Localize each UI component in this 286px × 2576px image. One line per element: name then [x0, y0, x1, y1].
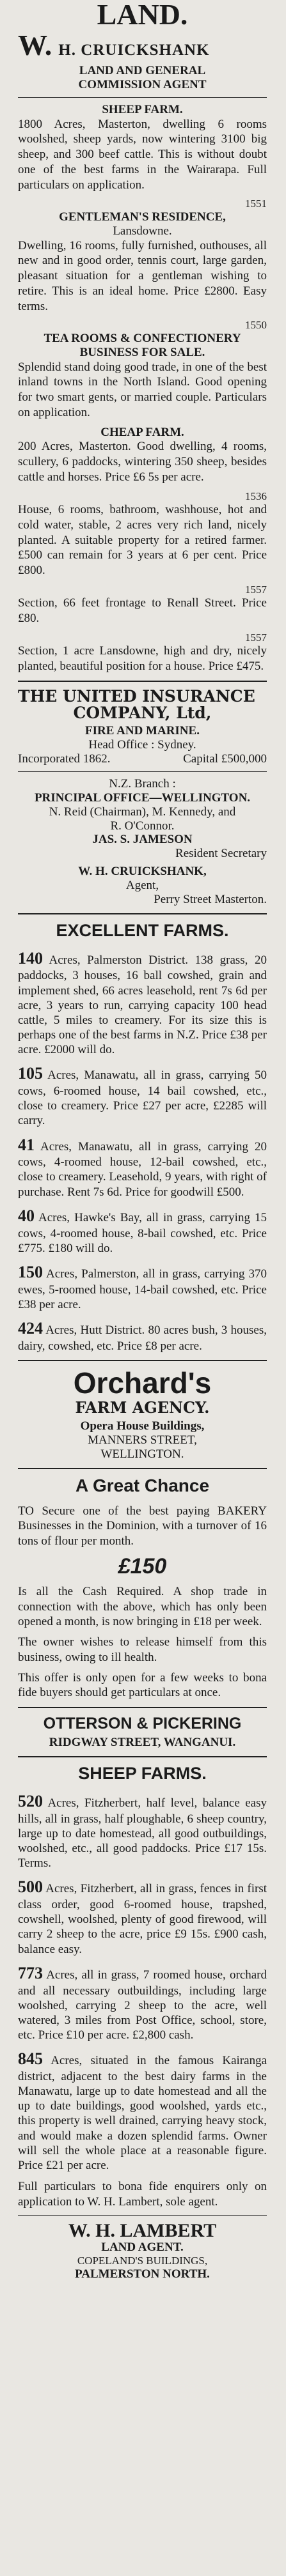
orchard-street: MANNERS STREET, [88, 1433, 197, 1447]
chance-price: £150 [118, 1554, 167, 1578]
excellent-farm-listing [18, 948, 267, 1058]
divider [18, 1707, 267, 1708]
listing-description: Acres, Palmerston, all in grass, carrying 370 ewes, 5-roomed house, 14-bail cowshed, etc. Price £38 per acre. [18, 1267, 267, 1311]
excellent-farms-ad [18, 921, 267, 1354]
divider [18, 681, 267, 682]
cheap-farm-heading: CHEAP FARM. [100, 425, 184, 439]
listing-description: Acres, Hawke's Bay, all in grass, carrying 15 cows, 4-roomed house, 8-bail cowshed, etc. Price £775. £180 will do. [18, 1210, 267, 1255]
otterson-ad [18, 1715, 267, 1750]
otterson-title: OTTERSON & PICKERING [43, 1715, 242, 1733]
gentleman-location: Lansdowne. [113, 224, 172, 238]
united-directors-1: N. Reid (Chairman), M. Kennedy, and [49, 805, 236, 819]
divider [18, 913, 267, 914]
sheep-farm-text [18, 117, 267, 193]
orchard-title: Orchard's [73, 1366, 212, 1400]
gentleman-text: Dwelling, 16 rooms, fully furnished, outhouses, all new and in good order, tennis court, large garden, pleasant situation for a gentleman wishing to retire. This is an ideal home. Price £2800. Easy terms. [18, 238, 267, 313]
united-subtitle: FIRE AND MARINE. [85, 724, 200, 738]
united-agent-address: Perry Street Masterton. [154, 892, 267, 906]
house-ref: 1557 [245, 583, 267, 596]
orchard-city: WELLINGTON. [100, 1447, 184, 1461]
cheap-farm-text: 200 Acres, Masterton. Good dwelling, 4 rooms, scullery, 6 paddocks, wintering 350 sheep, besides cattle and horses. Price £6 5s per acre. [18, 440, 267, 484]
orchard-ad [18, 1368, 267, 1462]
divider [18, 771, 267, 772]
otterson-address: RIDGWAY STREET, WANGANUI. [49, 1736, 236, 1750]
lambert-subtitle: LAND AGENT. [101, 2241, 184, 2255]
excellent-farm-listing [18, 1262, 267, 1312]
listing-acreage: 845 [18, 2049, 43, 2069]
chance-para1: Is all the Cash Required. A shop trade in connection with the above, which has only been opened a month, is now bringing in £18 per week. [18, 1584, 267, 1629]
listing-description: Acres, Manawatu, all in grass, carrying 50 cows, 6-roomed house, 14 bail cowshed, etc., close to creamery. Price £27 per acre, £2285 will carry. [18, 1068, 267, 1128]
orchard-subtitle: FARM AGENCY. [75, 1398, 210, 1417]
cruickshank-ad [18, 0, 267, 674]
united-title-line1: THE UNITED INSURANCE [18, 686, 255, 706]
listing-acreage: 150 [18, 1262, 43, 1281]
united-secretary-title: Resident Secretary [175, 847, 267, 861]
chance-intro: TO Secure one of the best paying BAKERY Businesses in the Dominion, with a turnover of 16 tons of flour per month. [18, 1504, 267, 1548]
united-nz-branch: N.Z. Branch : [109, 777, 176, 791]
listing-description: Acres, Palmerston District. 138 grass, 20 paddocks, 3 houses, 16 ball cowshed, grain and implement shed, 66 acres leasehold, rent 7s 6d per acre, 3 years to run, carrying capacity 100 head cattle, 5 miles to creamery. For its size this is perhaps one of the best farms in N.Z. Price £38 per acre. £2000 will do. [18, 953, 267, 1057]
excellent-farm-listing [18, 1135, 267, 1199]
united-principal-office: PRINCIPAL OFFICE—WELLINGTON. [34, 791, 251, 805]
listing-acreage: 424 [18, 1318, 43, 1338]
gentleman-ref: 1550 [245, 319, 267, 332]
united-incorporated: Incorporated 1862. [18, 752, 111, 766]
united-agent-name: W. H. CRUICKSHANK, [78, 865, 207, 879]
united-directors-2: R. O'Connor. [110, 819, 175, 833]
sheep-farm-ref: 1551 [245, 197, 267, 210]
sheep-farms-closing: Full particulars to bona fide enquirers only on application to W. H. Lambert, sole agent. [18, 2180, 267, 2209]
listing-description: Acres, Fitzherbert, all in grass, fences in first class order, good 6-roomed house, trapshed, cowshell, woolshed, plenty of good firewood, will carry 2 sheep to the acre, price £9 15s. £900 cash, balance easy. [18, 1882, 267, 1956]
sheep-farm-listing [18, 1877, 267, 1956]
divider [18, 1468, 267, 1469]
excellent-farm-listing [18, 1206, 267, 1256]
sheep-farm-listing [18, 2049, 267, 2173]
united-head-office: Head Office : Sydney. [88, 738, 196, 752]
lambert-ad [18, 2221, 267, 2281]
divider [18, 2215, 267, 2216]
divider [18, 1360, 267, 1361]
divider [18, 97, 267, 98]
listing-acreage: 140 [18, 948, 43, 968]
cruickshank-subtitle: LAND AND GENERAL COMMISSION AGENT [78, 64, 207, 91]
united-agent-title: Agent, [125, 878, 159, 892]
sheep-farms-list [18, 1791, 267, 2173]
divider [18, 1756, 267, 1757]
section2-text: Section, 1 acre Lansdowne, high and dry, nicely planted, beautiful position for a house. Price £475. [18, 644, 267, 674]
sheep-farm-listing [18, 1791, 267, 1870]
excellent-farms-heading: EXCELLENT FARMS. [56, 920, 229, 940]
united-secretary: JAS. S. JAMESON [92, 833, 193, 847]
excellent-farms-list [18, 948, 267, 1354]
great-chance-ad [18, 1476, 267, 1701]
cruickshank-initial: W. [18, 29, 52, 61]
chance-heading: A Great Chance [75, 1475, 210, 1495]
excellent-farm-listing [18, 1318, 267, 1354]
listing-acreage: 500 [18, 1878, 43, 1897]
listing-acreage: 40 [18, 1206, 35, 1225]
sheep-farm-listing [18, 1963, 267, 2042]
listing-description: Acres, Fitzherbert, half level, balance easy hills, all in grass, half ploughable, 6 sheep country, large up to date homestead, all good outbuildings, woolshed, etc., all good paddocks. Price £17 15s. Terms. [18, 1796, 267, 1870]
cruickshank-name: H. CRUICKSHANK [58, 42, 210, 59]
listing-description: Acres, all in grass, 7 roomed house, orchard and all necessary outbuildings, including large woolshed, carrying 2 sheep to the acre, well watered, 3 miles from Post Office, school, store, etc. Price £10 per acre. £2,800 cash. [18, 1968, 267, 2042]
listing-acreage: 520 [18, 1792, 43, 1811]
chance-para3: This offer is only open for a few weeks to bona fide buyers should get particulars at once. [18, 1670, 267, 1700]
lambert-building: COPELAND'S BUILDINGS, [77, 2255, 208, 2267]
listing-acreage: 41 [18, 1135, 35, 1154]
united-capital-line [18, 752, 267, 766]
listing-description: Acres, situated in the famous Kairanga district, adjacent to the best dairy farms in the Manawatu, large up to date homestead and all the up to date buildings, good woolshed, yards etc., this property is well drained, carrying heavy stock, and would make a dozen splendid farms. Owner will sell the whole place at a reasonable figure. Price £21 per acre. [18, 2054, 267, 2172]
listing-description: Acres, Hutt District. 80 acres bush, 3 houses, dairy, cowshed, etc. Price £8 per acre. [18, 1323, 267, 1353]
united-title-line2: COMPANY, Ltd, [73, 704, 212, 723]
lambert-city: PALMERSTON NORTH. [75, 2267, 210, 2281]
sheep-farms-heading: SHEEP FARMS. [78, 1764, 207, 1784]
house-text: House, 6 rooms, bathroom, washhouse, hot and cold water, stable, 2 acres very rich land, nicely planted. A suitable property for a retired farmer. £500 can remain for 3 years at 6 per cent. Price £800. [18, 503, 267, 578]
cruickshank-title-land: LAND. [97, 0, 188, 31]
section-ref: 1557 [245, 631, 267, 644]
excellent-farm-listing [18, 1063, 267, 1128]
orchard-building: Opera House Buildings, [80, 1419, 205, 1433]
gentleman-heading: GENTLEMAN'S RESIDENCE, [59, 210, 226, 224]
united-capital: Capital £500,000 [183, 752, 267, 766]
chance-para2: The owner wishes to release himself from this business, owing to ill health. [18, 1635, 267, 1664]
sheep-farms-ad [18, 1764, 267, 2210]
cruickshank-name-line [18, 31, 267, 60]
united-insurance-ad [18, 688, 267, 907]
lambert-title: W. H. LAMBERT [68, 2219, 217, 2241]
sheep-farm-body: 1800 Acres, Masterton, dwelling 6 rooms woolshed, sheep yards, now wintering 3100 big sheep, and 300 beef cattle. This is without doubt one of the best farms in the Wairarapa. Full particulars on application. [18, 117, 267, 192]
sheep-farm-heading: SHEEP FARM. [102, 102, 183, 116]
section-text: Section, 66 feet frontage to Renall Street. Price £80. [18, 596, 267, 626]
listing-acreage: 105 [18, 1064, 43, 1083]
cheap-farm-ref: 1536 [245, 490, 267, 502]
tearoom-heading: TEA ROOMS & CONFECTIONERY BUSINESS FOR SALE. [44, 331, 241, 359]
listing-description: Acres, Manawatu, all in grass, carrying 20 cows, 4-roomed house, 12-bail cowshed, etc., close to creamery. Leasehold, 9 years, with right of purchase. Rent 7s 6d. Price for goodwill £500. [18, 1139, 267, 1199]
listing-acreage: 773 [18, 1963, 43, 1982]
tearoom-text: Splendid stand doing good trade, in one of the best inland towns in the North Island. Good opening for two smart gents, or married couple. Particulars on application. [18, 360, 267, 419]
